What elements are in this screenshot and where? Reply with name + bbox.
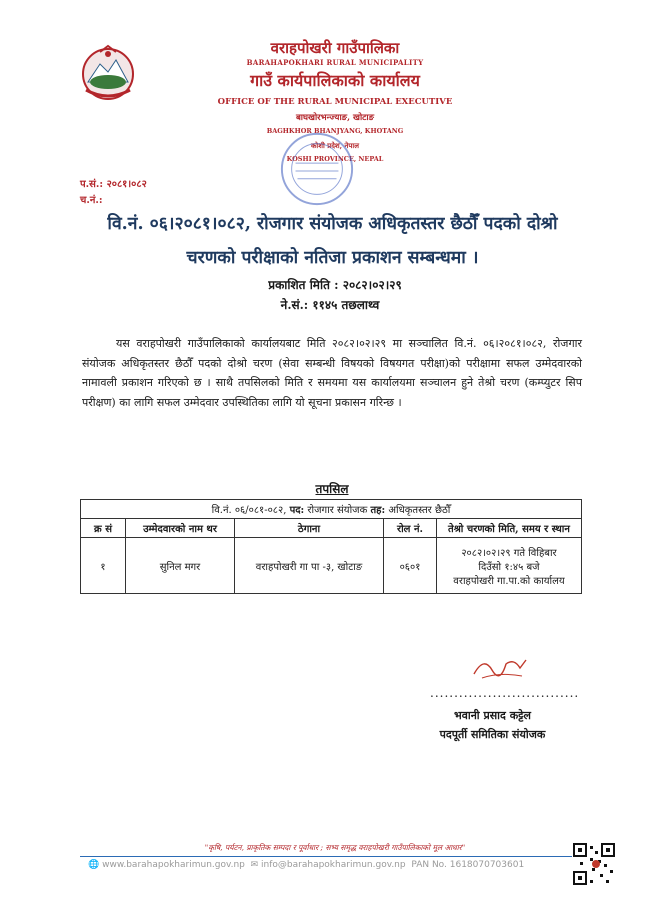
cell-schedule [437, 538, 582, 594]
caption-taha-label: तह: [370, 505, 386, 516]
chalani-number: च.नं.: [80, 195, 103, 206]
municipality-name-en: BARAHAPOKHARI RURAL MUNICIPALITY [246, 58, 424, 67]
footer-website: www.barahapokharimun.gov.np [102, 860, 245, 870]
cell-sn: १ [81, 538, 126, 594]
signer-name: भवानी प्रसाद कट्टेल [454, 709, 531, 722]
nepal-sambat-date: ने.सं.: ११४५ तछलाथ्व [280, 298, 380, 312]
address-np: बाघखोरभन्ज्याङ, खोटाङ [295, 113, 375, 123]
footer-email: info@barahapokharimun.gov.np [261, 860, 406, 870]
nepal-emblem-icon [78, 42, 138, 102]
qr-code-icon [572, 842, 616, 886]
signature-line: ............................... [430, 686, 580, 700]
published-date: प्रकाशित मिति : २०८२।०२।२९ [268, 278, 402, 292]
details-heading: तपसिल [315, 482, 349, 496]
footer-pan: PAN No. 1618070703601 [411, 860, 525, 870]
globe-icon: 🌐 [88, 860, 100, 870]
caption-pad-label: पद: [289, 505, 305, 516]
col-header-name: उम्मेदवारको नाम थर [126, 519, 235, 538]
subject-line-1: वि.नं. ०६।२०८१।०८२, रोजगार संयोजक अधिकृतस्तर छैठौँ पदको दोश्रो [107, 214, 558, 234]
signature-mark [470, 650, 530, 684]
subject-line-2: चरणको परीक्षाको नतिजा प्रकाशन सम्बन्धमा । [186, 248, 479, 268]
patra-sankhya: प.सं.: २०८१।०८२ [80, 179, 147, 190]
table-header-row [81, 519, 582, 538]
schedule-date: २०८२।०२।२९ गते विहिबार [461, 547, 557, 559]
col-header-sn: क्र सं [81, 519, 126, 538]
col-header-schedule: तेश्रो चरणको मिति, समय र स्थान [437, 519, 582, 538]
notice-body: यस वराहपोखरी गाउँपालिकाको कार्यालयबाट मिति २०८२।०२।२९ मा सञ्चालित वि.नं. ०६।२०८१।०८२, रोजगार संयोजक अधिकृतस्तर छैठौँ पदको दोश्रो चरण (सेवा सम्बन्धी विषयको विषयगत परीक्षा)को परीक्षामा सफल उम्मेदवारको नामावली प्रकाशन गरिएको छ । साथै तपसिलको मिति र समयमा यस कार्यालयमा सञ्चालन हुने तेश्रो चरण (कम्प्युटर सिप परीक्षण) का लागि सफल उम्मेदवार उपस्थितिका लागि यो सूचना प्रकासन गरिन्छ । [82, 337, 582, 409]
cell-roll: ०६०१ [384, 538, 437, 594]
table-caption [81, 500, 582, 519]
signer-title: पदपूर्ती समितिका संयोजक [439, 728, 546, 741]
result-table [80, 499, 582, 594]
office-name-np: गाउँ कार्यपालिकाको कार्यालय [250, 71, 420, 90]
office-stamp-icon [278, 130, 356, 208]
address-en: BAGHKHOR BHANJYANG, KHOTANG [266, 127, 404, 135]
schedule-place: वराहपोखरी गा.पा.को कार्यालय [453, 575, 565, 587]
municipality-name-np: वराहपोखरी गाउँपालिका [270, 39, 400, 57]
schedule-time: दिउँसो १:४५ बजे [478, 561, 540, 573]
email-icon: ✉ [250, 860, 259, 870]
footer-divider [80, 856, 580, 857]
office-name-en: OFFICE OF THE RURAL MUNICIPAL EXECUTIVE [217, 97, 453, 107]
cell-address: वराहपोखरी गा पा -३, खोटाङ [235, 538, 384, 594]
col-header-address: ठेगाना [235, 519, 384, 538]
cell-name: सुनिल मगर [126, 538, 235, 594]
table-caption-row [81, 500, 582, 519]
footer-slogan: "कृषि, पर्यटन, प्राकृतिक सम्पदा र पूर्वाधार ; सभ्य समृद्ध वराहपोखरी गाउँपालिकाको मूल आधार" [204, 843, 466, 852]
footer-contact [88, 860, 578, 870]
table-row [81, 538, 582, 594]
caption-pad-value: रोजगार संयोजक [304, 505, 371, 516]
caption-taha-value: अधिकृतस्तर छैठौँ [385, 505, 451, 516]
col-header-roll: रोल नं. [384, 519, 437, 538]
province-en: KOSHI PROVINCE, NEPAL [286, 155, 384, 163]
caption-vacancy: वि.नं. ०६/०८१-०८२, [211, 505, 290, 516]
province-np: कोशी प्रदेश, नेपाल [311, 141, 359, 150]
